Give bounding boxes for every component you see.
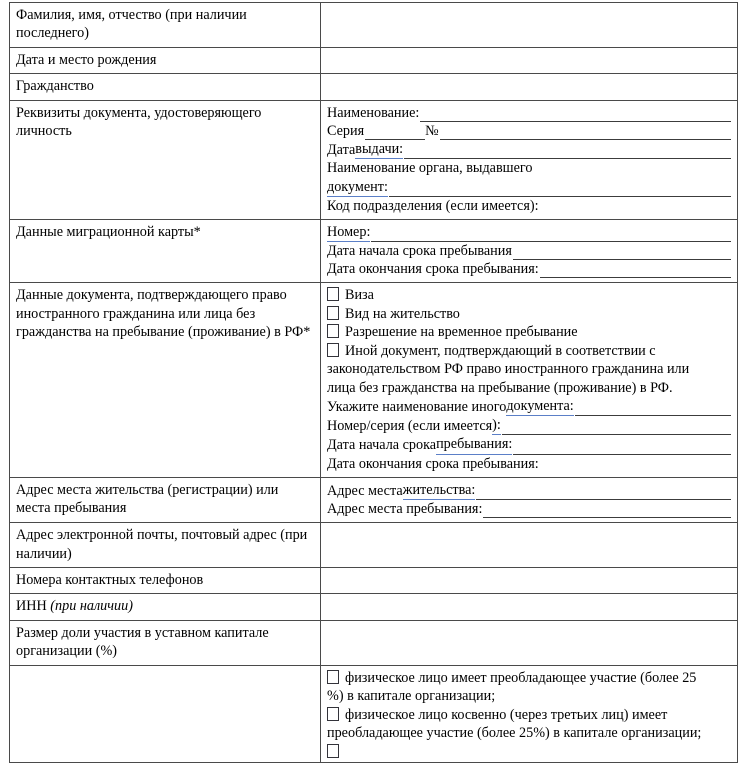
field-label: Номер/серия (если имеется	[327, 418, 493, 435]
row-value-address	[321, 477, 738, 522]
option-visa[interactable]	[327, 286, 731, 304]
field-label: Дата начала срока пребывания	[327, 243, 512, 260]
row-label-text: Адрес места жительства (регистрации) или места пребывания	[16, 481, 279, 517]
checkbox-icon[interactable]	[327, 287, 339, 301]
field-blank-rule-series[interactable]	[365, 126, 425, 140]
field-blank-rule[interactable]	[483, 504, 731, 518]
field-label: Дата	[327, 142, 356, 159]
checkbox-icon[interactable]	[327, 306, 339, 320]
table-row	[10, 665, 738, 762]
field-label: Дата окончания срока пребывания:	[327, 455, 539, 472]
field-issuing-authority-line2	[327, 178, 731, 197]
row-value-residence-right-document	[321, 283, 738, 477]
checkbox-icon[interactable]	[327, 744, 339, 758]
row-label-text: Данные миграционной карты*	[16, 223, 201, 240]
field-residence-address	[327, 481, 731, 500]
row-label-birth	[10, 47, 321, 73]
table-row	[10, 219, 738, 283]
row-value-predominant-participation	[321, 665, 738, 762]
option-third-clipped[interactable]	[327, 743, 731, 758]
table-row	[10, 568, 738, 594]
row-label-text: Дата и место рождения	[16, 51, 157, 68]
option-indirect-predominant-participation-line2	[327, 724, 731, 742]
field-blank-rule[interactable]	[513, 246, 731, 260]
table-row	[10, 523, 738, 568]
option-label: физическое лицо косвенно (через третьих лиц) имеет	[345, 706, 668, 723]
field-blank-rule[interactable]	[502, 421, 731, 435]
option-other-document-line3	[327, 379, 731, 397]
field-blank-rule[interactable]	[389, 182, 731, 196]
option-residence-permit[interactable]	[327, 305, 731, 323]
field-blank-rule[interactable]	[513, 440, 731, 454]
table-row	[10, 47, 738, 73]
table-row	[10, 100, 738, 219]
option-indirect-predominant-participation[interactable]	[327, 706, 731, 724]
row-label-migration-card	[10, 219, 321, 283]
field-stay-end-date	[327, 260, 731, 278]
client-questionnaire-table	[9, 2, 738, 763]
option-label: Разрешение на временное пребывание	[345, 324, 578, 341]
field-blank-rule-number[interactable]	[440, 126, 731, 140]
field-label-spellchecked: ):	[492, 416, 501, 435]
option-label: Иной документ, подтверждающий в соответствии с	[345, 342, 656, 359]
row-label-text: Гражданство	[16, 78, 94, 95]
field-label-number-sign: №	[425, 122, 439, 139]
option-label: Виза	[345, 287, 374, 304]
row-label-address	[10, 477, 321, 522]
option-label-continued: %) в капитале организации;	[327, 688, 496, 705]
field-blank-rule[interactable]	[404, 145, 731, 159]
field-label-spellchecked: выдачи:	[355, 140, 403, 159]
field-issue-date	[327, 140, 731, 159]
row-value-inn[interactable]	[321, 594, 738, 620]
field-label: Адрес места пребывания:	[327, 500, 483, 517]
row-value-phones[interactable]	[321, 568, 738, 594]
field-blank-rule[interactable]	[476, 485, 731, 499]
row-label-text: Размер доли участия в уставном капитале организации (%)	[16, 624, 269, 660]
field-label: Код подразделения (если имеется):	[327, 197, 539, 214]
row-label-email-postal	[10, 523, 321, 568]
checkbox-icon[interactable]	[327, 670, 339, 684]
row-label-text: Номера контактных телефонов	[16, 572, 204, 589]
row-value-identity-document	[321, 100, 738, 219]
row-label-full-name	[10, 3, 321, 48]
table-row	[10, 74, 738, 100]
row-label-text: ИНН	[16, 598, 51, 615]
option-other-document-line2	[327, 360, 731, 378]
option-label: Вид на жительство	[345, 305, 460, 322]
checkbox-icon[interactable]	[327, 324, 339, 338]
field-label-spellchecked: пребывания:	[436, 435, 512, 454]
field-label-series: Серия	[327, 122, 365, 139]
field-other-document-name	[327, 397, 731, 416]
checkbox-icon[interactable]	[327, 707, 339, 721]
field-label: Адрес места	[327, 482, 403, 499]
row-label-phones	[10, 568, 321, 594]
option-temporary-stay-permit[interactable]	[327, 323, 731, 341]
row-label-inn	[10, 594, 321, 620]
field-label: Дата начала срока	[327, 437, 437, 454]
field-blank-rule[interactable]	[540, 264, 731, 278]
field-blank-rule[interactable]	[371, 228, 731, 242]
field-blank-rule[interactable]	[575, 402, 731, 416]
field-issuing-authority-line1	[327, 159, 731, 177]
field-blank-rule[interactable]	[420, 108, 731, 122]
field-other-stay-start-date	[327, 435, 731, 454]
field-stay-start-date	[327, 242, 731, 260]
field-series-number	[327, 122, 731, 140]
option-direct-predominant-participation-line2	[327, 687, 731, 705]
row-value-birth[interactable]	[321, 47, 738, 73]
row-label-text: Фамилия, имя, отчество (при наличии последнего)	[16, 7, 247, 42]
row-value-migration-card	[321, 219, 738, 283]
row-label-capital-share	[10, 620, 321, 665]
field-label: Наименование органа, выдавшего	[327, 160, 533, 177]
field-label-spellchecked: Номер:	[327, 223, 370, 242]
table-row	[10, 594, 738, 620]
row-label-text: Реквизиты документа, удостоверяющего личность	[16, 104, 262, 140]
checkbox-icon[interactable]	[327, 343, 339, 357]
option-other-document[interactable]	[327, 342, 731, 360]
row-label-predominant-participation	[10, 665, 321, 762]
option-label-continued: законодательством РФ право иностранного гражданина или	[327, 361, 690, 378]
field-migration-number	[327, 223, 731, 242]
row-value-email-postal[interactable]	[321, 523, 738, 568]
table-row	[10, 283, 738, 477]
table-row	[10, 3, 738, 48]
row-label-residence-right-document	[10, 283, 321, 477]
option-label-continued: лица без гражданства на пребывание (проживание) в РФ.	[327, 379, 673, 396]
field-other-stay-end-date	[327, 455, 731, 473]
field-stay-address	[327, 500, 731, 518]
table-row	[10, 477, 738, 522]
row-label-note: (при наличии)	[50, 598, 133, 615]
option-direct-predominant-participation[interactable]	[327, 669, 731, 687]
field-label-spellchecked: жительства:	[403, 481, 476, 500]
field-label-spellchecked: документа:	[506, 397, 573, 416]
field-label: Наименование:	[327, 104, 420, 121]
field-label: Укажите наименование иного	[327, 399, 507, 416]
row-value-citizenship[interactable]	[321, 74, 738, 100]
table-row	[10, 620, 738, 665]
row-label-citizenship	[10, 74, 321, 100]
option-label-continued: преобладающее участие (более 25%) в капитале организации;	[327, 725, 702, 742]
field-label: Дата окончания срока пребывания:	[327, 261, 539, 278]
row-label-text: Данные документа, подтверждающего право иностранного гражданина или лица без гражданства на пребывание (проживание) в РФ*	[16, 287, 311, 341]
row-value-capital-share[interactable]	[321, 620, 738, 665]
field-other-document-number-series	[327, 416, 731, 435]
field-subdivision-code	[327, 197, 731, 215]
option-label: физическое лицо имеет преобладающее участие (более 25	[345, 669, 697, 686]
row-value-full-name[interactable]	[321, 3, 738, 48]
field-label-spellchecked: документ:	[327, 178, 388, 197]
row-label-text: Адрес электронной почты, почтовый адрес (при наличии)	[16, 527, 308, 562]
field-document-name	[327, 104, 731, 122]
document-page	[0, 2, 750, 742]
row-label-identity-document	[10, 100, 321, 219]
